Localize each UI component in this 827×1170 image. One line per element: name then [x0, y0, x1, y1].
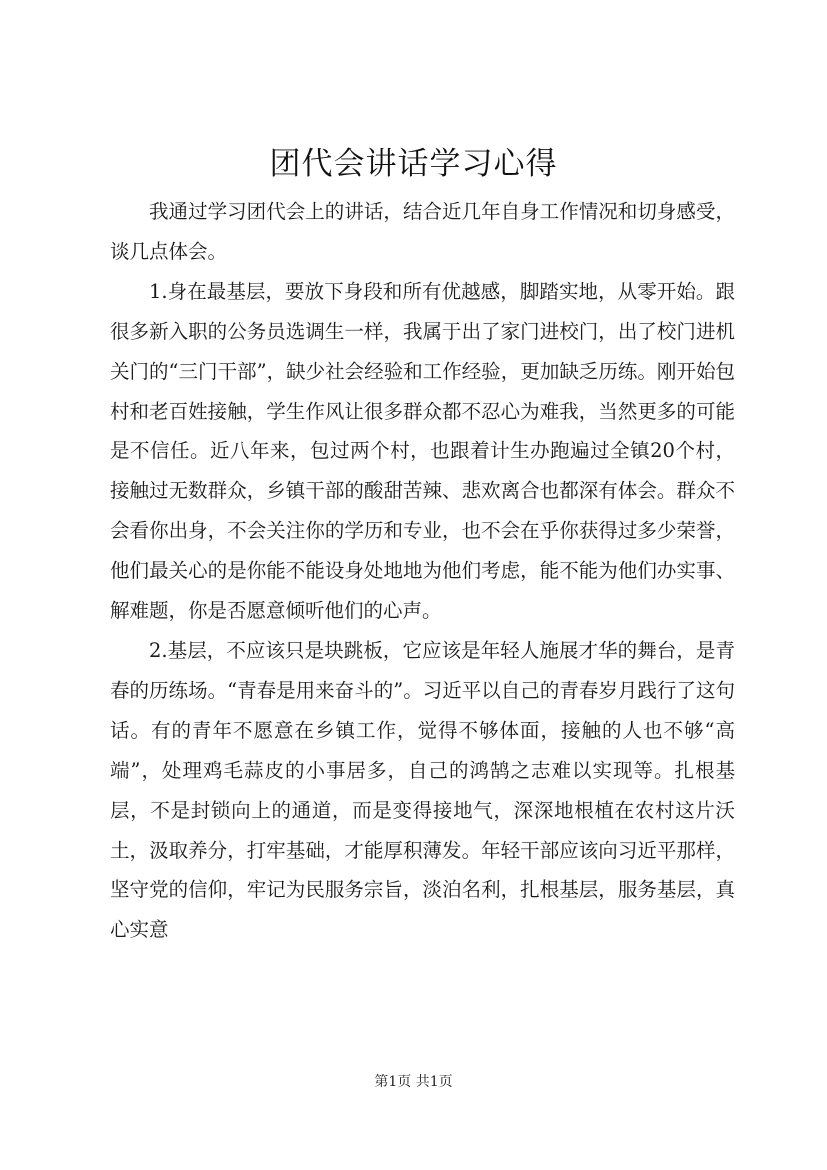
document-title: 团代会讲话学习心得 [269, 146, 558, 182]
document-body [110, 192, 735, 950]
paragraph-intro: 我通过学习团代会上的讲话，结合近几年自身工作情况和切身感受，谈几点体会。 [110, 200, 735, 263]
paragraph-point-2: 2.基层，不应该只是块跳板，它应该是年轻人施展才华的舞台，是青春的历练场。“青春是用来奋斗的”。习近平以自己的青春岁月践行了这句话。有的青年不愿意在乡镇工作，觉得不够体面，接触的人也不够“高端”，处理鸡毛蒜皮的小事居多，自己的鸿鹄之志难以实现等。扎根基层，不是封锁向上的通道，而是变得接地气，深深地根植在农村这片沃土，汲取养分，打牢基础，才能厚积薄发。年轻干部应该向习近平那样，坚守党的信仰，牢记为民服务宗旨，淡泊名利，扎根基层，服务基层，真心实意 [110, 638, 735, 942]
paragraph-point-1: 1.身在最基层，要放下身段和所有优越感，脚踏实地，从零开始。跟很多新入职的公务员选调生一样，我属于出了家门进校门，出了校门进机关门的“三门干部”，缺少社会经验和工作经验，更加缺乏历练。刚开始包村和老百姓接触，学生作风让很多群众都不忍心为难我，当然更多的可能是不信任。近八年来，包过两个村，也跟着计生办跑遍过全镇20个村，接触过无数群众，乡镇干部的酸甜苦辣、悲欢离合也都深有体会。群众不会看你出身，不会关注你的学历和专业，也不会在乎你获得过多少荣誉，他们最关心的是你能不能设身处地地为他们考虑，能不能为他们办实事、解难题，你是否愿意倾听他们的心声。 [110, 279, 735, 623]
page-footer: 第1页 共1页 [374, 1074, 453, 1090]
